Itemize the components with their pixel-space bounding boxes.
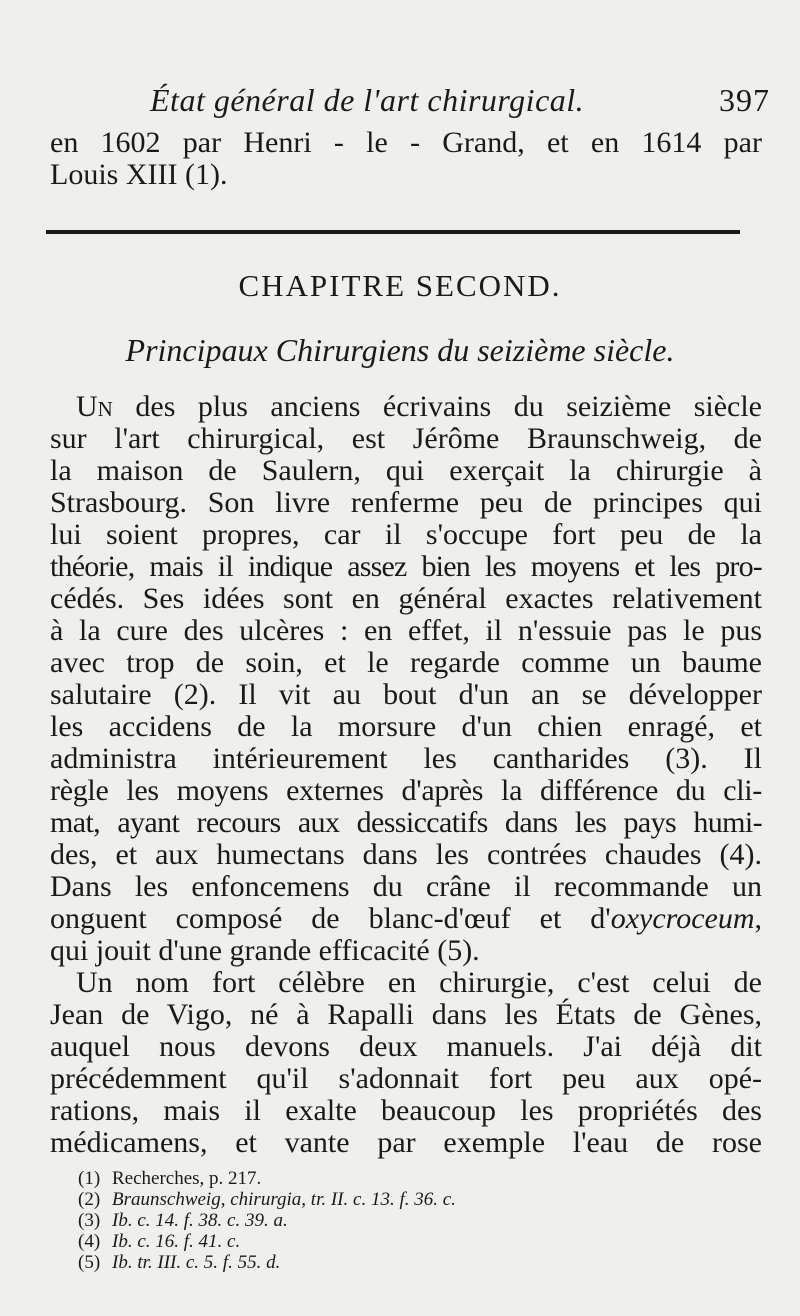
paragraph-1-line-15: des, et aux humectans dans les contrées chaudes (4). (50, 838, 762, 871)
paragraph-2-line-6: médicamens, et vante par exemple l'eau de rose (50, 1126, 762, 1159)
section-divider (46, 230, 740, 234)
section-title: Principaux Chirurgiens du seizième siècle. (125, 332, 675, 368)
paragraph-1-line-8: à la cure des ulcères : en effet, il n'essuie pas le pus (50, 614, 762, 647)
paragraph-1-line-12: administra intérieurement les cantharides (3). Il (50, 742, 762, 775)
paragraph-2-line-1: Un nom fort célèbre en chirurgie, c'est celui de (76, 966, 762, 999)
paragraph-1-line-6: théorie, mais il indique assez bien les moyens et les pro- (50, 550, 762, 583)
footnote-3: (3) Ib. c. 14. f. 38. c. 39. a. (78, 1210, 288, 1231)
footnotes (78, 1168, 638, 1273)
paragraph-1-line-5: lui soient propres, car il s'occupe fort peu de la (50, 518, 762, 551)
paragraph-1-line-18: qui jouit d'une grande efficacité (5). (50, 934, 480, 967)
paragraph-1-line-1: Un des plus anciens écrivains du seizième siècle (76, 390, 762, 423)
paragraph-2-line-5: rations, mais il exalte beaucoup les propriétés des (50, 1094, 762, 1127)
paragraph-2-line-4: précédemment qu'il s'adonnait fort peu aux opé- (50, 1062, 762, 1095)
paragraph-1-line-2: sur l'art chirurgical, est Jérôme Braunschweig, de (50, 422, 762, 455)
paragraph-1-line-17: onguent composé de blanc-d'œuf et d'oxycroceum, (50, 902, 762, 935)
footnote-4: (4) Ib. c. 16. f. 41. c. (78, 1231, 241, 1252)
page-header (150, 82, 770, 122)
paragraph-1-line-11: les accidens de la morsure d'un chien enragé, et (50, 710, 762, 743)
carryover-line-1: en 1602 par Henri - le - Grand, et en 1614 par (50, 126, 762, 159)
page-number: 397 (719, 82, 770, 118)
paragraph-1-line-16: Dans les enfoncemens du crâne il recommande un (50, 870, 762, 903)
paragraph-1-line-14: mat, ayant recours aux dessiccatifs dans les pays humi- (50, 806, 762, 839)
running-title: État général de l'art chirurgical. (150, 82, 585, 118)
paragraph-1-line-3: la maison de Saulern, qui exerçait la chirurgie à (50, 454, 762, 487)
paragraph-1-line-10: salutaire (2). Il vit au bout d'un an se développer (50, 678, 762, 711)
paragraph-1-line-7: cédés. Ses idées sont en général exactes relativement (50, 582, 762, 615)
paragraph-opening-word: Un (76, 390, 113, 423)
paragraph-1-line-13: règle les moyens externes d'après la différence du cli- (50, 774, 762, 807)
footnote-2: (2) Braunschweig, chirurgia, tr. II. c. 13. f. 36. c. (78, 1189, 456, 1210)
footnote-1: (1) Recherches, p. 217. (78, 1168, 262, 1189)
chapter-title: CHAPITRE SECOND. (238, 268, 562, 303)
footnote-5: (5) Ib. tr. III. c. 5. f. 55. d. (78, 1252, 281, 1273)
paragraph-2-line-2: Jean de Vigo, né à Rapalli dans les États de Gènes, (50, 998, 762, 1031)
carryover-line-2: Louis XIII (1). (50, 158, 228, 191)
paragraph-2-line-3: auquel nous devons deux manuels. J'ai déjà dit (50, 1030, 762, 1063)
paragraph-1-line-4: Strasbourg. Son livre renferme peu de principes qui (50, 486, 762, 519)
paragraph-1-line-9: avec trop de soin, et le regarde comme un baume (50, 646, 762, 679)
